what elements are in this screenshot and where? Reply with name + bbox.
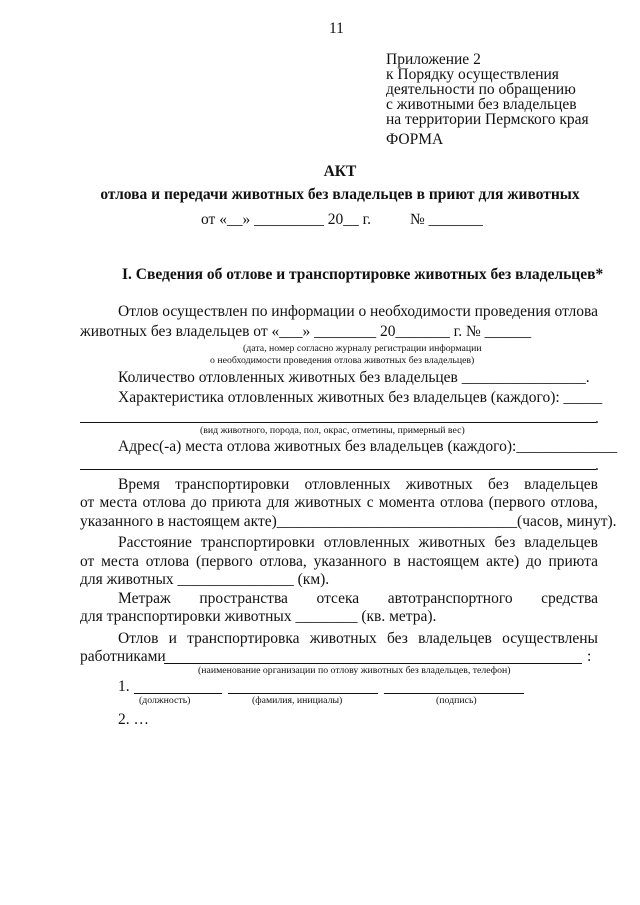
capture-address-line: Адрес(-а) места отлова животных без владельцев (каждого):_____________ [118,438,618,455]
caption-signature: (подпись) [436,695,477,706]
word: животных [294,494,362,511]
word: транспортировки [200,534,315,551]
word: автотранспортного [387,590,513,607]
caption-name: (фамилия, инициалы) [252,695,343,706]
word: без [494,534,516,551]
word: Время [118,476,160,493]
word: транспортировки [175,476,290,493]
word: транспортировка [187,630,300,647]
compartment-area-line2: для транспортировки животных ________ (кв. метра). [80,608,437,625]
appendix-line: к Порядку осуществления [386,66,559,83]
act-title: АКТ [323,163,357,180]
caption-registration: (дата, номер согласно журналу регистрации информации [243,343,482,354]
animal-count-line: Количество отловленных животных без владельцев ________________. [118,369,590,386]
word: настоящем [407,553,480,570]
word: от [80,494,95,511]
word: приюта [211,494,262,511]
word: осуществлен [162,303,248,320]
staff-label: работниками [80,648,166,665]
word: владельцев [418,630,492,647]
fill-line [80,422,596,423]
word: необходимости [370,303,471,320]
word: и [168,630,177,647]
word: животных [309,630,377,647]
caption-organization: (наименование организации по отлову животных без владельцев, телефон) [198,665,511,676]
appendix-line: деятельности по обращению [386,81,576,98]
word: момента [378,494,435,511]
word: Отлов [118,303,159,320]
word: пространства [199,590,288,607]
fill-line [164,663,582,664]
word: средства [541,590,598,607]
page-number: 11 [329,20,344,37]
word: для [266,494,290,511]
transport-time-line1 [118,476,598,494]
word: информации [271,303,355,320]
word: места [99,494,138,511]
word: владельцев [524,476,598,493]
form-label: ФОРМА [386,131,444,148]
word: Расстояние [118,534,192,551]
word: (первого [488,494,546,511]
caption-position: (должность) [139,695,191,706]
transport-time-line3: указанного в настоящем акте)_______________________________(часов, минут). [80,513,617,530]
word: без [386,630,408,647]
word: отлова [145,553,190,570]
word: о [358,303,367,320]
word: Метраж [118,590,171,607]
word: (первого [195,553,253,570]
fill-line-dot: . [595,410,599,427]
word: от [80,553,95,570]
word: в [393,553,401,570]
word: животных [405,476,473,493]
word: по [251,303,268,320]
fill-line-dot: . [595,457,599,474]
staff-line1 [118,630,598,648]
appendix-line: на территории Пермского края [386,111,589,128]
signature-fill-line [384,693,524,694]
position-fill-line [134,693,222,694]
word: без [488,476,509,493]
word: отловленных [304,476,391,493]
capture-info-line1 [118,303,598,321]
section-heading: I. Сведения об отлове и транспортировке животных без владельцев* [122,266,604,283]
appendix-line: с животными без владельцев [386,96,577,113]
act-subtitle: отлова и передачи животных без владельцев в приют для животных [100,186,580,203]
word: осуществлены [502,630,598,647]
appendix-line: Приложение 2 [386,51,481,68]
word: с [366,494,374,511]
word: отлова [554,303,598,320]
transport-time-line2 [80,494,598,512]
name-fill-line [228,693,378,694]
word: приюта [548,553,598,570]
word: отлова [142,494,186,511]
word: отловленных [323,534,410,551]
animal-characteristics-line: Характеристика отловленных животных без владельцев (каждого): _____ [118,389,603,406]
word: проведения [474,303,551,320]
word: до [191,494,207,511]
word: Отлов [118,630,159,647]
word: до [526,553,542,570]
word: указанного [313,553,387,570]
caption-animal-description: (вид животного, порода, пол, окрас, отметины, примерный вес) [200,425,465,436]
worker-item-2: 2. … [118,711,149,728]
word: отлова [440,494,484,511]
compartment-area-line1 [118,590,598,608]
act-number-line: № _______ [410,211,483,228]
word: акте) [486,553,520,570]
word: владельцев [524,534,598,551]
transport-distance-line1 [118,534,598,552]
word: отлова, [550,494,598,511]
act-date-line: от «__» _________ 20__ г. [201,211,372,228]
capture-info-line2: животных без владельцев от «___» ________ 20_______ г. № ______ [80,323,532,340]
staff-line-colon: : [587,648,592,665]
transport-distance-line3: для животных _______________ (км). [80,571,330,588]
word: животных [418,534,486,551]
fill-line [80,469,596,470]
word: отлова, [259,553,307,570]
caption-registration: о необходимости проведения отлова животных без владельцев) [210,355,475,366]
word: места [101,553,139,570]
word: отсека [316,590,360,607]
transport-distance-line2 [80,553,598,571]
worker-item-1-label: 1. [118,678,130,695]
